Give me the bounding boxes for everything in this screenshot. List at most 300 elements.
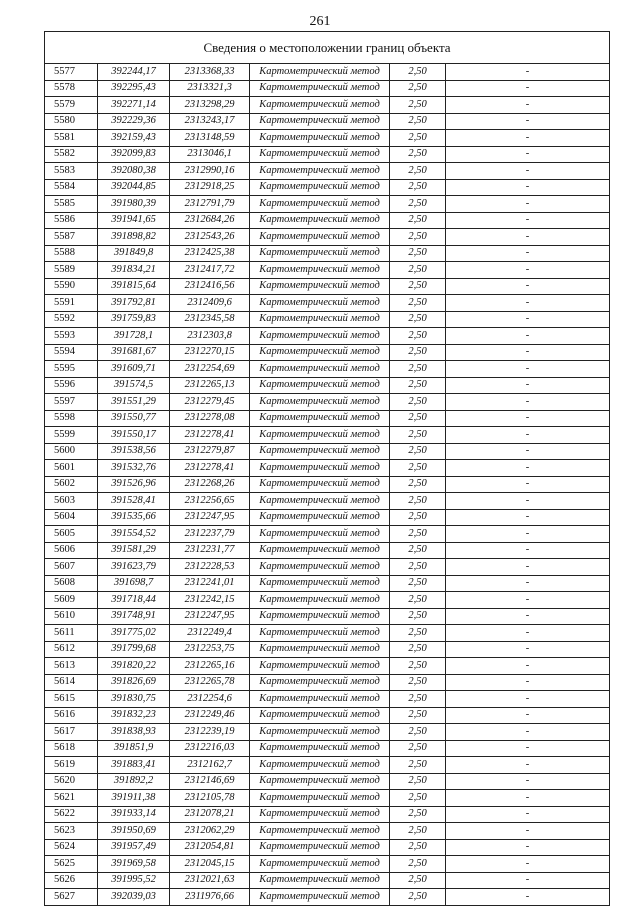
accuracy-cell: 2,50 (390, 130, 446, 147)
accuracy-cell: 2,50 (390, 295, 446, 312)
accuracy-cell: 2,50 (390, 724, 446, 741)
y-coordinate-cell: 2312684,26 (170, 212, 250, 229)
accuracy-cell: 2,50 (390, 64, 446, 81)
y-coordinate-cell: 2312054,81 (170, 839, 250, 856)
accuracy-cell: 2,50 (390, 740, 446, 757)
description-cell: - (446, 872, 610, 889)
method-cell: Картометрический метод (250, 262, 390, 279)
method-cell: Картометрический метод (250, 641, 390, 658)
x-coordinate-cell: 391550,17 (98, 427, 170, 444)
description-cell: - (446, 526, 610, 543)
y-coordinate-cell: 2312249,4 (170, 625, 250, 642)
point-number-cell: 5596 (45, 377, 98, 394)
description-cell: - (446, 328, 610, 345)
method-cell: Картометрический метод (250, 674, 390, 691)
method-cell: Картометрический метод (250, 97, 390, 114)
point-number-cell: 5627 (45, 889, 98, 906)
y-coordinate-cell: 2312021,63 (170, 872, 250, 889)
description-cell: - (446, 773, 610, 790)
table-row (45, 179, 610, 196)
x-coordinate-cell: 391892,2 (98, 773, 170, 790)
x-coordinate-cell: 391728,1 (98, 328, 170, 345)
accuracy-cell: 2,50 (390, 856, 446, 873)
x-coordinate-cell: 391941,65 (98, 212, 170, 229)
point-number-cell: 5620 (45, 773, 98, 790)
description-cell: - (446, 658, 610, 675)
x-coordinate-cell: 391815,64 (98, 278, 170, 295)
point-number-cell: 5587 (45, 229, 98, 246)
accuracy-cell: 2,50 (390, 113, 446, 130)
point-number-cell: 5626 (45, 872, 98, 889)
description-cell: - (446, 856, 610, 873)
accuracy-cell: 2,50 (390, 245, 446, 262)
boundary-points-table (44, 31, 610, 906)
point-number-cell: 5592 (45, 311, 98, 328)
y-coordinate-cell: 2312409,6 (170, 295, 250, 312)
accuracy-cell: 2,50 (390, 575, 446, 592)
table-title-row (45, 32, 610, 64)
point-number-cell: 5611 (45, 625, 98, 642)
y-coordinate-cell: 2312105,78 (170, 790, 250, 807)
x-coordinate-cell: 391792,81 (98, 295, 170, 312)
method-cell: Картометрический метод (250, 773, 390, 790)
y-coordinate-cell: 2313148,59 (170, 130, 250, 147)
y-coordinate-cell: 2312256,65 (170, 493, 250, 510)
table-row (45, 328, 610, 345)
method-cell: Картометрический метод (250, 592, 390, 609)
y-coordinate-cell: 2312278,41 (170, 460, 250, 477)
accuracy-cell: 2,50 (390, 823, 446, 840)
accuracy-cell: 2,50 (390, 377, 446, 394)
accuracy-cell: 2,50 (390, 146, 446, 163)
table-row (45, 130, 610, 147)
x-coordinate-cell: 391623,79 (98, 559, 170, 576)
accuracy-cell: 2,50 (390, 179, 446, 196)
x-coordinate-cell: 391830,75 (98, 691, 170, 708)
accuracy-cell: 2,50 (390, 526, 446, 543)
accuracy-cell: 2,50 (390, 542, 446, 559)
description-cell: - (446, 278, 610, 295)
table-row (45, 691, 610, 708)
y-coordinate-cell: 2312265,78 (170, 674, 250, 691)
method-cell: Картометрический метод (250, 179, 390, 196)
method-cell: Картометрический метод (250, 839, 390, 856)
y-coordinate-cell: 2312241,01 (170, 575, 250, 592)
x-coordinate-cell: 391980,39 (98, 196, 170, 213)
table-title: Сведения о местоположении границ объекта (45, 32, 610, 64)
method-cell: Картометрический метод (250, 212, 390, 229)
method-cell: Картометрический метод (250, 542, 390, 559)
y-coordinate-cell: 2312242,15 (170, 592, 250, 609)
point-number-cell: 5607 (45, 559, 98, 576)
table-row (45, 295, 610, 312)
description-cell: - (446, 674, 610, 691)
accuracy-cell: 2,50 (390, 889, 446, 906)
point-number-cell: 5582 (45, 146, 98, 163)
x-coordinate-cell: 392039,03 (98, 889, 170, 906)
method-cell: Картометрический метод (250, 740, 390, 757)
method-cell: Картометрический метод (250, 427, 390, 444)
description-cell: - (446, 592, 610, 609)
point-number-cell: 5593 (45, 328, 98, 345)
x-coordinate-cell: 391528,41 (98, 493, 170, 510)
accuracy-cell: 2,50 (390, 509, 446, 526)
point-number-cell: 5590 (45, 278, 98, 295)
accuracy-cell: 2,50 (390, 163, 446, 180)
table-row (45, 790, 610, 807)
method-cell: Картометрический метод (250, 163, 390, 180)
x-coordinate-cell: 391718,44 (98, 592, 170, 609)
y-coordinate-cell: 2313321,3 (170, 80, 250, 97)
method-cell: Картометрический метод (250, 344, 390, 361)
x-coordinate-cell: 391898,82 (98, 229, 170, 246)
accuracy-cell: 2,50 (390, 229, 446, 246)
x-coordinate-cell: 391851,9 (98, 740, 170, 757)
y-coordinate-cell: 2312270,15 (170, 344, 250, 361)
point-number-cell: 5625 (45, 856, 98, 873)
x-coordinate-cell: 392244,17 (98, 64, 170, 81)
y-coordinate-cell: 2312045,15 (170, 856, 250, 873)
table-row (45, 542, 610, 559)
y-coordinate-cell: 2312303,8 (170, 328, 250, 345)
method-cell: Картометрический метод (250, 377, 390, 394)
method-cell: Картометрический метод (250, 410, 390, 427)
method-cell: Картометрический метод (250, 113, 390, 130)
x-coordinate-cell: 391799,68 (98, 641, 170, 658)
method-cell: Картометрический метод (250, 575, 390, 592)
table-row (45, 212, 610, 229)
accuracy-cell: 2,50 (390, 806, 446, 823)
x-coordinate-cell: 391950,69 (98, 823, 170, 840)
accuracy-cell: 2,50 (390, 278, 446, 295)
table-row (45, 196, 610, 213)
method-cell: Картометрический метод (250, 625, 390, 642)
table-row (45, 625, 610, 642)
method-cell: Картометрический метод (250, 823, 390, 840)
table-row (45, 493, 610, 510)
point-number-cell: 5585 (45, 196, 98, 213)
y-coordinate-cell: 2312279,45 (170, 394, 250, 411)
description-cell: - (446, 691, 610, 708)
x-coordinate-cell: 391849,8 (98, 245, 170, 262)
x-coordinate-cell: 391933,14 (98, 806, 170, 823)
description-cell: - (446, 295, 610, 312)
table-row (45, 526, 610, 543)
description-cell: - (446, 625, 610, 642)
table-row (45, 872, 610, 889)
y-coordinate-cell: 2312278,08 (170, 410, 250, 427)
method-cell: Картометрический метод (250, 80, 390, 97)
x-coordinate-cell: 392099,83 (98, 146, 170, 163)
method-cell: Картометрический метод (250, 526, 390, 543)
point-number-cell: 5601 (45, 460, 98, 477)
method-cell: Картометрический метод (250, 559, 390, 576)
table-row (45, 64, 610, 81)
accuracy-cell: 2,50 (390, 839, 446, 856)
method-cell: Картометрический метод (250, 509, 390, 526)
y-coordinate-cell: 2312254,6 (170, 691, 250, 708)
y-coordinate-cell: 2312239,19 (170, 724, 250, 741)
description-cell: - (446, 97, 610, 114)
accuracy-cell: 2,50 (390, 328, 446, 345)
method-cell: Картометрический метод (250, 229, 390, 246)
point-number-cell: 5617 (45, 724, 98, 741)
point-number-cell: 5618 (45, 740, 98, 757)
y-coordinate-cell: 2312278,41 (170, 427, 250, 444)
table-row (45, 163, 610, 180)
description-cell: - (446, 889, 610, 906)
description-cell: - (446, 64, 610, 81)
x-coordinate-cell: 392295,43 (98, 80, 170, 97)
method-cell: Картометрический метод (250, 872, 390, 889)
table-row (45, 377, 610, 394)
x-coordinate-cell: 391550,77 (98, 410, 170, 427)
table-row (45, 229, 610, 246)
method-cell: Картометрический метод (250, 146, 390, 163)
description-cell: - (446, 361, 610, 378)
description-cell: - (446, 476, 610, 493)
x-coordinate-cell: 391535,66 (98, 509, 170, 526)
y-coordinate-cell: 2313368,33 (170, 64, 250, 81)
x-coordinate-cell: 391759,83 (98, 311, 170, 328)
point-number-cell: 5584 (45, 179, 98, 196)
method-cell: Картометрический метод (250, 806, 390, 823)
accuracy-cell: 2,50 (390, 592, 446, 609)
point-number-cell: 5599 (45, 427, 98, 444)
accuracy-cell: 2,50 (390, 872, 446, 889)
accuracy-cell: 2,50 (390, 773, 446, 790)
y-coordinate-cell: 2312231,77 (170, 542, 250, 559)
x-coordinate-cell: 391834,21 (98, 262, 170, 279)
description-cell: - (446, 344, 610, 361)
x-coordinate-cell: 391681,67 (98, 344, 170, 361)
y-coordinate-cell: 2312345,58 (170, 311, 250, 328)
accuracy-cell: 2,50 (390, 311, 446, 328)
point-number-cell: 5580 (45, 113, 98, 130)
method-cell: Картометрический метод (250, 443, 390, 460)
y-coordinate-cell: 2313046,1 (170, 146, 250, 163)
table-row (45, 410, 610, 427)
description-cell: - (446, 757, 610, 774)
point-number-cell: 5586 (45, 212, 98, 229)
y-coordinate-cell: 2312228,53 (170, 559, 250, 576)
method-cell: Картометрический метод (250, 361, 390, 378)
x-coordinate-cell: 392044,85 (98, 179, 170, 196)
x-coordinate-cell: 392271,14 (98, 97, 170, 114)
table-row (45, 311, 610, 328)
method-cell: Картометрический метод (250, 295, 390, 312)
x-coordinate-cell: 391957,49 (98, 839, 170, 856)
method-cell: Картометрический метод (250, 311, 390, 328)
point-number-cell: 5602 (45, 476, 98, 493)
x-coordinate-cell: 391581,29 (98, 542, 170, 559)
table-row (45, 839, 610, 856)
table-row (45, 707, 610, 724)
table-row (45, 658, 610, 675)
table-row (45, 262, 610, 279)
y-coordinate-cell: 2312162,7 (170, 757, 250, 774)
table-row (45, 245, 610, 262)
description-cell: - (446, 394, 610, 411)
accuracy-cell: 2,50 (390, 361, 446, 378)
method-cell: Картометрический метод (250, 328, 390, 345)
table-row (45, 443, 610, 460)
table-row (45, 344, 610, 361)
point-number-cell: 5610 (45, 608, 98, 625)
y-coordinate-cell: 2312237,79 (170, 526, 250, 543)
y-coordinate-cell: 2312254,69 (170, 361, 250, 378)
point-number-cell: 5621 (45, 790, 98, 807)
page-number: 261 (309, 14, 331, 29)
table-row (45, 757, 610, 774)
description-cell: - (446, 509, 610, 526)
y-coordinate-cell: 2311976,66 (170, 889, 250, 906)
description-cell: - (446, 823, 610, 840)
method-cell: Картометрический метод (250, 278, 390, 295)
table-row (45, 146, 610, 163)
y-coordinate-cell: 2312791,79 (170, 196, 250, 213)
description-cell: - (446, 493, 610, 510)
x-coordinate-cell: 391826,69 (98, 674, 170, 691)
x-coordinate-cell: 392080,38 (98, 163, 170, 180)
method-cell: Картометрический метод (250, 691, 390, 708)
x-coordinate-cell: 391609,71 (98, 361, 170, 378)
table-row (45, 460, 610, 477)
x-coordinate-cell: 391995,52 (98, 872, 170, 889)
description-cell: - (446, 443, 610, 460)
accuracy-cell: 2,50 (390, 476, 446, 493)
table-row (45, 674, 610, 691)
method-cell: Картометрический метод (250, 130, 390, 147)
point-number-cell: 5589 (45, 262, 98, 279)
y-coordinate-cell: 2312247,95 (170, 509, 250, 526)
table-row (45, 394, 610, 411)
x-coordinate-cell: 391574,5 (98, 377, 170, 394)
table-row (45, 476, 610, 493)
x-coordinate-cell: 392229,36 (98, 113, 170, 130)
point-number-cell: 5588 (45, 245, 98, 262)
accuracy-cell: 2,50 (390, 674, 446, 691)
method-cell: Картометрический метод (250, 245, 390, 262)
description-cell: - (446, 839, 610, 856)
x-coordinate-cell: 391748,91 (98, 608, 170, 625)
point-number-cell: 5619 (45, 757, 98, 774)
description-cell: - (446, 724, 610, 741)
y-coordinate-cell: 2312146,69 (170, 773, 250, 790)
accuracy-cell: 2,50 (390, 97, 446, 114)
table-row (45, 80, 610, 97)
description-cell: - (446, 575, 610, 592)
description-cell: - (446, 245, 610, 262)
y-coordinate-cell: 2312268,26 (170, 476, 250, 493)
y-coordinate-cell: 2312918,25 (170, 179, 250, 196)
description-cell: - (446, 146, 610, 163)
accuracy-cell: 2,50 (390, 608, 446, 625)
description-cell: - (446, 130, 610, 147)
method-cell: Картометрический метод (250, 856, 390, 873)
point-number-cell: 5577 (45, 64, 98, 81)
table-row (45, 773, 610, 790)
y-coordinate-cell: 2313298,29 (170, 97, 250, 114)
accuracy-cell: 2,50 (390, 344, 446, 361)
method-cell: Картометрический метод (250, 493, 390, 510)
point-number-cell: 5606 (45, 542, 98, 559)
accuracy-cell: 2,50 (390, 410, 446, 427)
method-cell: Картометрический метод (250, 394, 390, 411)
x-coordinate-cell: 392159,43 (98, 130, 170, 147)
accuracy-cell: 2,50 (390, 641, 446, 658)
point-number-cell: 5623 (45, 823, 98, 840)
table-row (45, 427, 610, 444)
x-coordinate-cell: 391883,41 (98, 757, 170, 774)
accuracy-cell: 2,50 (390, 212, 446, 229)
x-coordinate-cell: 391532,76 (98, 460, 170, 477)
y-coordinate-cell: 2312247,95 (170, 608, 250, 625)
y-coordinate-cell: 2312417,72 (170, 262, 250, 279)
y-coordinate-cell: 2312062,29 (170, 823, 250, 840)
description-cell: - (446, 113, 610, 130)
description-cell: - (446, 410, 610, 427)
x-coordinate-cell: 391551,29 (98, 394, 170, 411)
point-number-cell: 5604 (45, 509, 98, 526)
description-cell: - (446, 790, 610, 807)
description-cell: - (446, 311, 610, 328)
x-coordinate-cell: 391832,23 (98, 707, 170, 724)
x-coordinate-cell: 391775,02 (98, 625, 170, 642)
table-row (45, 509, 610, 526)
table-row (45, 278, 610, 295)
y-coordinate-cell: 2312249,46 (170, 707, 250, 724)
accuracy-cell: 2,50 (390, 559, 446, 576)
y-coordinate-cell: 2312265,13 (170, 377, 250, 394)
description-cell: - (446, 262, 610, 279)
y-coordinate-cell: 2312990,16 (170, 163, 250, 180)
description-cell: - (446, 212, 610, 229)
y-coordinate-cell: 2312253,75 (170, 641, 250, 658)
description-cell: - (446, 542, 610, 559)
description-cell: - (446, 707, 610, 724)
accuracy-cell: 2,50 (390, 707, 446, 724)
table-row (45, 361, 610, 378)
description-cell: - (446, 559, 610, 576)
y-coordinate-cell: 2312279,87 (170, 443, 250, 460)
method-cell: Картометрический метод (250, 790, 390, 807)
y-coordinate-cell: 2312078,21 (170, 806, 250, 823)
point-number-cell: 5594 (45, 344, 98, 361)
point-number-cell: 5612 (45, 641, 98, 658)
point-number-cell: 5579 (45, 97, 98, 114)
x-coordinate-cell: 391838,93 (98, 724, 170, 741)
point-number-cell: 5616 (45, 707, 98, 724)
x-coordinate-cell: 391526,96 (98, 476, 170, 493)
x-coordinate-cell: 391538,56 (98, 443, 170, 460)
y-coordinate-cell: 2312416,56 (170, 278, 250, 295)
method-cell: Картометрический метод (250, 889, 390, 906)
accuracy-cell: 2,50 (390, 443, 446, 460)
accuracy-cell: 2,50 (390, 691, 446, 708)
point-number-cell: 5598 (45, 410, 98, 427)
table-row (45, 575, 610, 592)
x-coordinate-cell: 391969,58 (98, 856, 170, 873)
accuracy-cell: 2,50 (390, 790, 446, 807)
point-number-cell: 5595 (45, 361, 98, 378)
method-cell: Картометрический метод (250, 757, 390, 774)
description-cell: - (446, 460, 610, 477)
x-coordinate-cell: 391911,38 (98, 790, 170, 807)
y-coordinate-cell: 2313243,17 (170, 113, 250, 130)
point-number-cell: 5583 (45, 163, 98, 180)
method-cell: Картометрический метод (250, 476, 390, 493)
